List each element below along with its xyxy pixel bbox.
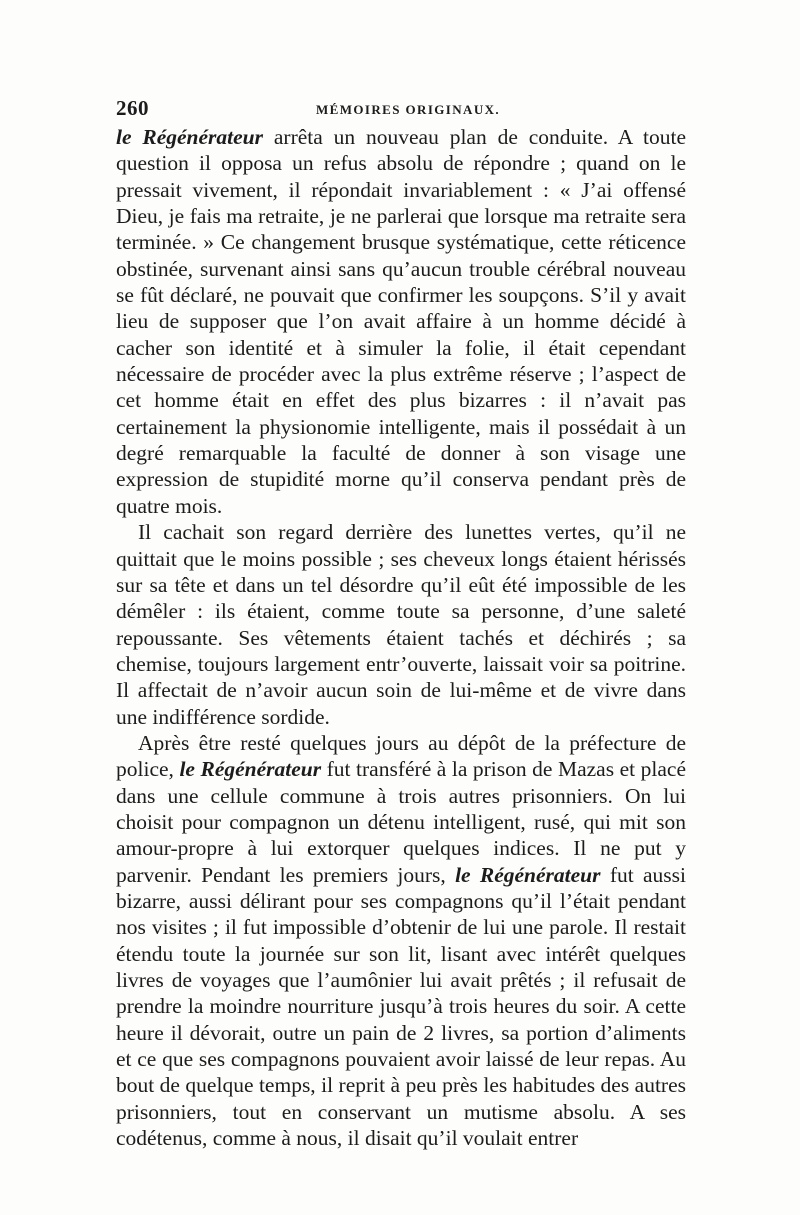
italic-title: le Régénérateur (116, 125, 264, 149)
italic-title: le Régénérateur (455, 862, 601, 887)
paragraph-text: fut aussi bizarre, aussi délirant pour ses compagnons qu’il l’était pendant nos visites ; il fut impossible d’obtenir de lui une parole. Il restait étendu toute la journée sur son lit, lisant avec intérêt quelques livres de voyages que l’aumônier lui avait prêtés ; il refusait de prendre la moindre nourriture jusqu’à trois heures du soir. A cette heure il dévorait, outre un pain de 2 livres, sa portion d’aliments et ce que ses compagnons pouvaient avoir laissé de leur repas. Au bout de quelque temps, il reprit à peu près les habitudes des autres prisonniers, tout en conservant un mutisme absolu. A ses codétenus, comme à nous, il disait qu’il voulait entrer (116, 862, 686, 1151)
paragraph-3 (116, 730, 686, 1152)
paragraph-text: fut transféré à la prison de Mazas et placé dans une cellule commune à trois autres prisonniers. On lui choisit pour compagnon un détenu intelligent, rusé, qui mit son amour-propre à lui extorquer quelques indices. Il ne put y parvenir. Pendant les premiers jours, (116, 757, 686, 887)
italic-title: le Régénérateur (179, 757, 322, 782)
paragraph-2 (116, 519, 686, 730)
paragraph-text: Après être resté quelques jours au dépôt de la préfecture de police, (116, 730, 686, 782)
paragraph-text: arrêta un nouveau plan de conduite. A toute question il opposa un refus absolu de répondre ; quand on le pressait vivement, il répondait invariablement : « J’ai offensé Dieu, je fais ma retraite, je ne parlerai que lorsque ma retraite sera terminée. » Ce changement brusque systématique, cette réticence obstinée, survenant ainsi sans qu’aucun trouble cérébral nouveau se fût déclaré, ne pouvait que confirmer les soupçons. S’il y avait lieu de supposer que l’on avait affaire à un homme décidé à cacher son identité et à simuler la folie, il était cependant nécessaire de procéder avec la plus extrême réserve ; l’aspect de cet homme était en effet des plus bizarres : il n’avait pas certainement la physionomie intelligente, mais il possédait à un degré remarquable la faculté de donner à son visage une expression de stupidité morne qu’il conserva pendant près de quatre mois. (116, 125, 686, 518)
page-number: 260 (116, 96, 149, 120)
paragraph-text: Il cachait son regard derrière des lunettes vertes, qu’il ne quittait que le moins possible ; ses cheveux longs étaient hérissés sur sa tête et dans un tel désordre qu’il eût été impossible de les démêler : ils étaient, comme toute sa personne, d’une saleté repoussante. Ses vêtements étaient tachés et déchirés ; sa chemise, toujours largement entr’ouverte, laissait voir sa poitrine. Il affectait de n’avoir aucun soin de lui-même et de vivre dans une indifférence sordide. (116, 520, 686, 729)
page-header (116, 96, 686, 126)
paragraph-1 (116, 124, 686, 519)
running-head: MÉMOIRES ORIGINAUX. (316, 102, 501, 117)
body-text (116, 124, 686, 1151)
